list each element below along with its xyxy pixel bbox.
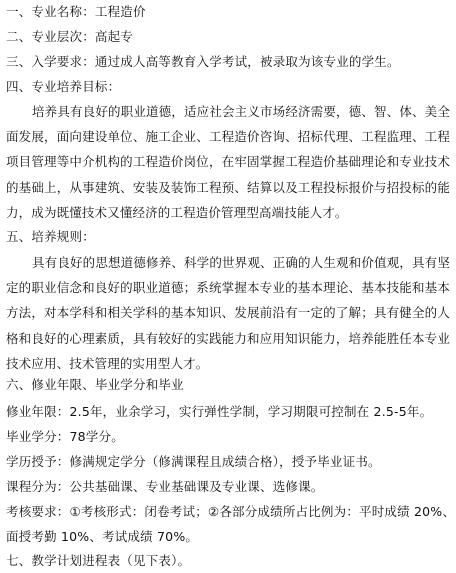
section-objective-body: 培养具有良好的职业道德，适应社会主义市场经济需要，德、智、体、美全面发展，面向建设单位、施工企业、工程造价咨询、招标代理、工程监理、工程项目管理等中介机构的工程造价岗位，在牢固掌握工程造价基础理论和专业技术的基础上，从事建筑、安装及装饰工程预、结算以及工程投标报价与招投标的能力，成为既懂技术又懂经济的工程造价管理型高端技能人才。 <box>6 104 450 220</box>
degree-award: 学历授予：修满规定学分（修满课程且成绩合格），授予毕业证书。 <box>6 454 381 469</box>
assessment-requirements: 考核要求：①考核形式：闭卷考试；②各部分成绩所占比例为：平时成绩 20%、 <box>6 504 456 519</box>
section-objective-heading: 四、专业培养目标： <box>6 79 121 94</box>
section-rules-heading: 五、培养规则： <box>6 229 95 244</box>
section-major-name: 一、专业名称：工程造价 <box>6 4 146 19</box>
section-level: 二、专业层次：高起专 <box>6 29 134 44</box>
section-duration-heading: 六、修业年限、毕业学分和毕业 <box>6 377 184 392</box>
section-schedule: 七、教学计划进程表（见下表）。 <box>6 553 191 568</box>
section-admission: 三、入学要求：通过成人高等教育入学考试，被录取为该专业的学生。 <box>6 54 400 69</box>
study-years: 修业年限：2.5年，业余学习，实行弹性学制，学习期限可控制在 2.5-5年。 <box>6 404 433 419</box>
section-rules-body: 具有良好的思想道德修养、科学的世界观、正确的人生观和价值观，具有坚定的职业信念和良好的职业道德；系统掌握本专业的基本理论、基本技能和基本方法，对本学科和相关学科的基本知识、发展前沿有一定的了解；具有健全的人格和良好的心理素质，具有较好的实践能力和应用知识能力，培养能胜任本专业技术应用、技术管理的实用型人才。 <box>6 255 450 371</box>
graduation-credits: 毕业学分：78学分。 <box>6 429 124 444</box>
course-division: 课程分为：公共基础课、专业基础课及专业课、选修课。 <box>6 479 324 494</box>
assessment-requirements-cont: 面授考勤 10%、考试成绩 70%。 <box>6 529 199 544</box>
